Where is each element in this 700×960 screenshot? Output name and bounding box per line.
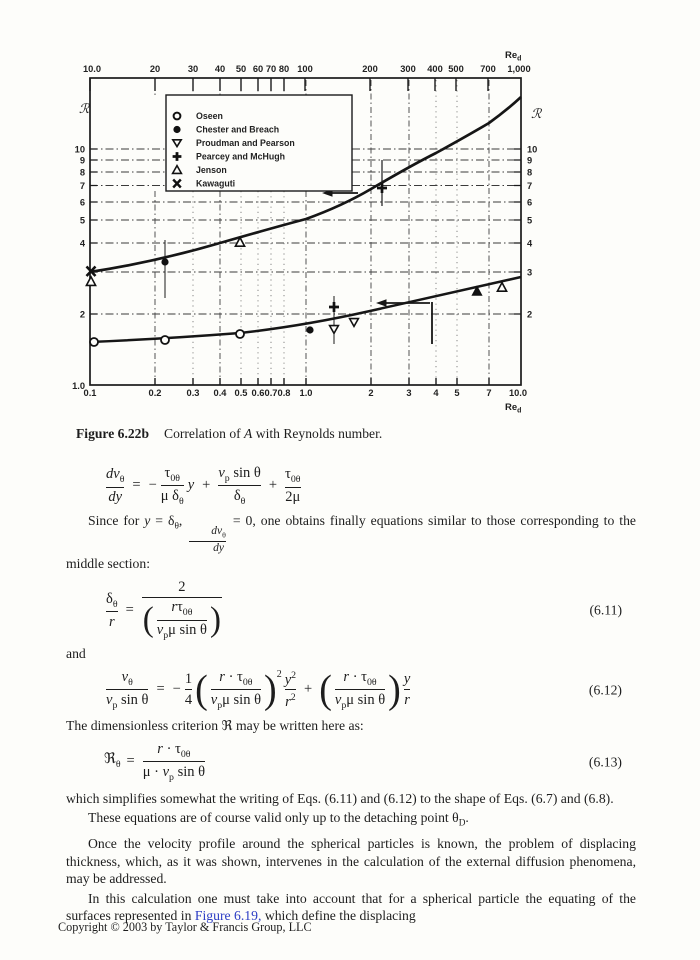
left-tick-label: 10 xyxy=(74,144,85,155)
right-tick-label: 7 xyxy=(527,181,533,191)
equation-number: (6.11) xyxy=(589,602,622,618)
marker-pearcey-cross xyxy=(329,302,339,312)
paragraph-these: These equations are of course valid only up to the detaching point $\theta_D$. xyxy=(88,810,469,829)
marker-oseen-circle xyxy=(161,336,169,344)
legend-label: Pearcey and McHugh xyxy=(196,151,285,162)
left-tick-label: 2 xyxy=(79,309,85,320)
paragraph-since: Since for $y = \delta_\theta$, $\frac{dv_\theta}{dy}$ = 0, one obtains finally equations similar to those corresponding to the middle section: xyxy=(66,512,637,571)
top-tick-label: 20 xyxy=(149,64,161,74)
marker-chester-filled-circle xyxy=(306,326,313,333)
equation-dvdy: $\frac{dv_\theta}{dy}$ = − $\frac{\tau_{0\theta}}{\mu \delta_\theta}$ y + $\frac{v_p \sin \theta}{\delta_\theta}$ + $\frac{\tau_{0\theta}}{2\mu}$ xyxy=(106,465,301,507)
marker-oseen-circle xyxy=(236,330,244,338)
legend-label: Oseen xyxy=(196,111,223,121)
figure-6-19-link[interactable]: Figure 6.19, xyxy=(194,907,262,923)
paragraph-which: which simplifies somewhat the writing of Eqs. (6.11) and (6.12) to the shape of Eqs. (6.7) and (6.8). xyxy=(66,790,614,806)
arrow-lower-curve xyxy=(376,299,432,344)
right-tick-label: 2 xyxy=(527,309,533,320)
body-text-column xyxy=(66,459,636,926)
bottom-tick-label: 7 xyxy=(486,388,492,398)
copyright-notice: Copyright © 2003 by Taylor & Francis Group, LLC xyxy=(58,920,312,934)
figure-caption-label: Figure 6.22b xyxy=(76,426,150,441)
left-tick-label: 4 xyxy=(79,238,85,249)
x-axis-title-bottom: $Re_d$ xyxy=(505,402,522,415)
figure-chart xyxy=(0,0,700,430)
bottom-axis-ticks xyxy=(155,378,489,385)
equation-6-11: $\frac{\delta_\theta}{r}$ = 2 ( $\frac{r\tau_{0\theta}}{v_p\mu \sin \theta}$ ) (6.11) xyxy=(106,579,622,642)
paragraph-and: and xyxy=(66,646,86,662)
top-tick-label: 10.0 xyxy=(82,64,102,74)
figure-caption-text: Correlation of A with Reynolds number. xyxy=(164,426,383,441)
marker-proudman-down-triangle xyxy=(350,319,359,327)
top-tick-label: 100 xyxy=(297,64,313,74)
equation-number: (6.12) xyxy=(588,681,622,697)
equation-number: (6.13) xyxy=(588,754,622,770)
bottom-tick-label: 0.7 xyxy=(264,388,278,398)
bottom-tick-label: 2 xyxy=(368,388,374,398)
marker-oseen-circle xyxy=(90,338,98,346)
marker-jenson-triangle xyxy=(497,283,506,292)
legend-label: Chester and Breach xyxy=(196,124,280,135)
left-tick-label: 8 xyxy=(79,167,85,178)
figure-caption xyxy=(76,426,596,442)
paragraph-once: Once the velocity profile around the spherical particles is known, the problem of displacing thickness, which, as it was shown, intervenes in the calculation of the external diffusion phenomena, may be addressed. xyxy=(66,836,636,887)
equation-6-13: ℜ$_\theta$ = $\frac{r \cdot \tau_{0\theta}}{\mu \cdot v_p \sin \theta}$ (6.13) xyxy=(104,740,622,783)
bottom-tick-label: 5 xyxy=(454,388,460,398)
right-tick-label: 8 xyxy=(527,167,533,178)
bottom-tick-label: 3 xyxy=(406,388,412,398)
top-tick-label: 80 xyxy=(278,64,290,74)
right-tick-label: 10 xyxy=(527,144,538,155)
right-tick-label: 3 xyxy=(527,267,533,278)
y-axis-origin-label: 1.0 xyxy=(72,381,85,391)
bottom-tick-label: 4 xyxy=(433,388,439,398)
top-tick-label: 700 xyxy=(480,64,496,74)
chart-svg xyxy=(0,0,700,430)
right-tick-label: 4 xyxy=(527,238,533,249)
top-tick-label: 40 xyxy=(214,64,226,74)
bottom-tick-label: 1.0 xyxy=(299,388,313,398)
top-tick-label: 50 xyxy=(235,64,247,74)
top-tick-label: 70 xyxy=(265,64,277,74)
top-tick-label: 30 xyxy=(187,64,199,74)
inline-fraction: $\frac{dv_\theta}{dy}$ xyxy=(189,526,226,555)
bottom-tick-label: 0.5 xyxy=(234,388,248,398)
paragraph-criterion: The dimensionless criterion ℜ may be written here as: xyxy=(66,717,364,733)
top-tick-label: 400 xyxy=(427,64,443,74)
top-axis-ticks xyxy=(90,78,488,91)
bottom-tick-label: 10.0 xyxy=(508,388,528,398)
left-tick-label: 5 xyxy=(79,215,85,226)
left-axis-ticks xyxy=(90,149,97,314)
bottom-tick-label: 0.2 xyxy=(148,388,162,398)
left-tick-label: 6 xyxy=(79,197,85,208)
legend-label: Kawaguti xyxy=(196,178,236,189)
right-axis-ticks xyxy=(514,149,521,314)
top-tick-label: 300 xyxy=(400,64,416,74)
y-axis-title-right: ℛ xyxy=(531,106,542,121)
top-tick-label: 60 xyxy=(252,64,264,74)
marker-proudman-down-triangle xyxy=(330,326,339,334)
legend-filled-circle-icon xyxy=(173,126,180,133)
marker-chester-filled-circle xyxy=(161,258,168,265)
equation-6-12: $\frac{v_\theta}{v_p \sin \theta}$ = − $\frac{1}{4}$ ( $\frac{r \cdot \tau_{0\theta}}{v_p\mu \sin \theta}$ ) 2 $\frac{y^2}{r^2}$ + ( $\frac{r \cdot \tau_{0\theta}}{v_p\mu \sin \theta}$ ) $\frac{y}{r}$ (6.12) xyxy=(106,667,622,712)
bottom-tick-label: 0.1 xyxy=(83,388,97,398)
marker-jenson-triangle xyxy=(86,277,95,286)
right-tick-label: 6 xyxy=(527,197,533,208)
bottom-tick-label: 0.3 xyxy=(186,388,200,398)
x-axis-title-top: $Re_d$ xyxy=(505,50,522,63)
left-tick-label: 7 xyxy=(79,181,85,191)
y-axis-title-left: ℛ xyxy=(78,101,90,116)
legend-label: Jenson xyxy=(196,165,227,175)
paragraph-incalc: In this calculation one must take into account that for a spherical particle the equating of the surfaces represented in Figure 6.19, which define the displacing xyxy=(66,890,636,923)
legend-label: Proudman and Pearson xyxy=(196,138,295,148)
bottom-tick-label: 0.4 xyxy=(213,388,227,398)
right-tick-label: 5 xyxy=(527,215,533,226)
bottom-tick-label: 0.6 xyxy=(251,388,265,398)
bottom-tick-label: 0.8 xyxy=(277,388,291,398)
left-tick-label: 9 xyxy=(79,155,85,166)
top-tick-label: 200 xyxy=(362,64,378,74)
top-tick-label: 1,000 xyxy=(507,64,531,74)
top-tick-label: 500 xyxy=(448,64,464,74)
right-tick-label: 9 xyxy=(527,155,533,166)
